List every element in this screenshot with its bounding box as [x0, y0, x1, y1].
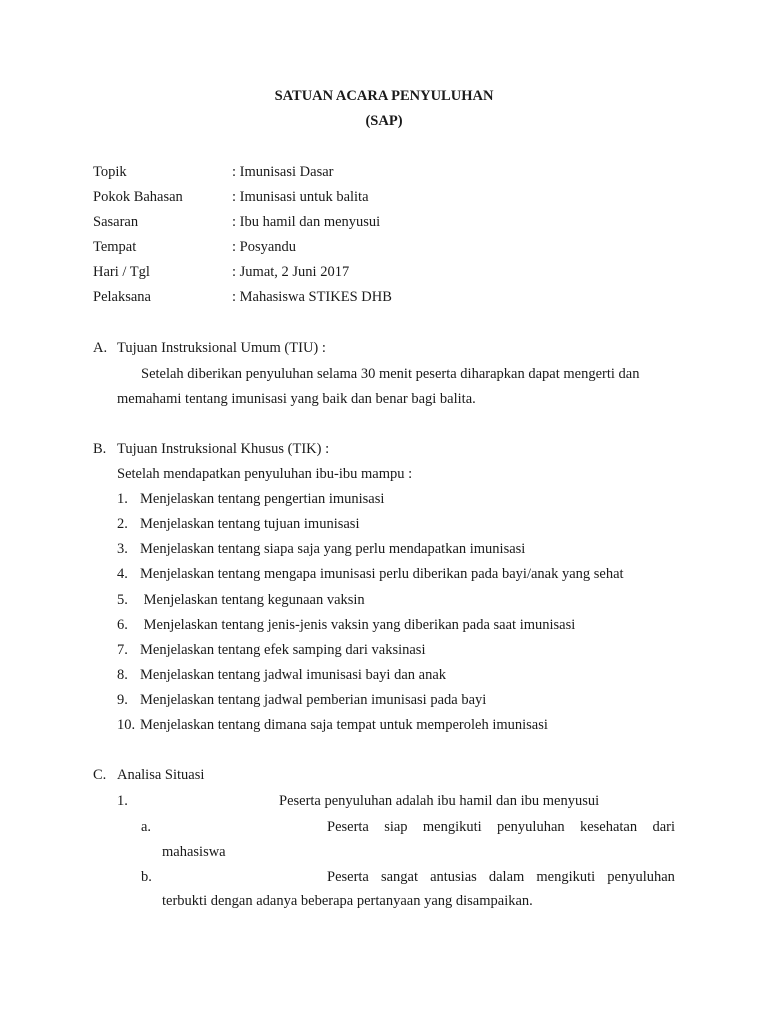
list-item-text: Menjelaskan tentang pengertian imunisasi: [140, 491, 385, 507]
analysis-sub-b-line1: [327, 868, 675, 886]
list-item-number: 9.: [117, 692, 128, 708]
list-item-text: Menjelaskan tentang jadwal imunisasi bayi dan anak: [140, 667, 447, 683]
document-title: SATUAN ACARA PENYULUHAN: [274, 88, 494, 104]
section-b-letter: B.: [93, 441, 107, 457]
meta-value-sasaran: : Ibu hamil dan menyusui: [232, 214, 381, 230]
meta-label-tempat: Tempat: [93, 239, 137, 255]
meta-value-tempat: : Posyandu: [232, 239, 297, 255]
analysis-sub-a-word: dari: [652, 819, 675, 835]
section-a-title: Tujuan Instruksional Umum (TIU) :: [117, 340, 326, 356]
analysis-sub-a-word: mengikuti: [422, 819, 482, 835]
analysis-sub-b-word: sangat: [380, 869, 418, 885]
analysis-sub-a-word: kesehatan: [579, 819, 638, 835]
list-item-number: 10.: [117, 717, 136, 733]
meta-label-hari-tgl: Hari / Tgl: [93, 264, 150, 280]
list-item-text: Menjelaskan tentang mengapa imunisasi perlu diberikan pada bayi/anak yang sehat: [140, 566, 624, 582]
meta-label-pelaksana: Pelaksana: [93, 289, 151, 305]
section-c-letter: C.: [93, 767, 107, 783]
analysis-sub-a-line1: [327, 818, 675, 836]
list-item-text: Menjelaskan tentang dimana saja tempat untuk memperoleh imunisasi: [140, 717, 548, 733]
list-item-text: Menjelaskan tentang kegunaan vaksin: [140, 592, 365, 608]
list-item-text: Menjelaskan tentang efek samping dari vaksinasi: [140, 642, 426, 658]
list-item-text: Menjelaskan tentang jenis-jenis vaksin yang diberikan pada saat imunisasi: [140, 617, 576, 633]
list-item-number: 4.: [117, 566, 128, 582]
analysis-sub-a-letter: a.: [141, 819, 152, 835]
list-item-number: 2.: [117, 516, 128, 532]
document-subtitle: (SAP): [365, 113, 403, 129]
list-item-number: 1.: [117, 491, 128, 507]
list-item-number: 5.: [117, 592, 128, 608]
section-a-paragraph-line2: memahami tentang imunisasi yang baik dan benar bagi balita.: [117, 391, 476, 407]
analysis-sub-b-line2: terbukti dengan adanya beberapa pertanyaan yang disampaikan.: [162, 893, 533, 909]
section-b-title: Tujuan Instruksional Khusus (TIK) :: [117, 441, 330, 457]
section-a-paragraph-line1: Setelah diberikan penyuluhan selama 30 menit peserta diharapkan dapat mengerti dan: [141, 366, 640, 382]
list-item-text: Menjelaskan tentang siapa saja yang perlu mendapatkan imunisasi: [140, 541, 526, 557]
analysis-sub-b-word: Peserta: [327, 869, 369, 885]
meta-value-topik: : Imunisasi Dasar: [232, 164, 334, 180]
analysis-item-text: Peserta penyuluhan adalah ibu hamil dan ibu menyusui: [279, 793, 600, 809]
list-item-number: 3.: [117, 541, 128, 557]
analysis-sub-b-word: dalam: [488, 869, 525, 885]
section-c-title: Analisa Situasi: [117, 767, 205, 783]
meta-label-pokok-bahasan: Pokok Bahasan: [93, 189, 183, 205]
list-item-text: Menjelaskan tentang jadwal pemberian imunisasi pada bayi: [140, 692, 487, 708]
analysis-sub-a-word: siap: [384, 819, 408, 835]
list-item-number: 8.: [117, 667, 128, 683]
meta-label-topik: Topik: [93, 164, 127, 180]
analysis-sub-a-word: penyuluhan: [496, 819, 565, 835]
meta-value-pokok-bahasan: : Imunisasi untuk balita: [232, 189, 369, 205]
analysis-sub-b-word: penyuluhan: [607, 869, 675, 885]
meta-value-pelaksana: : Mahasiswa STIKES DHB: [232, 289, 392, 305]
section-a-letter: A.: [93, 340, 108, 356]
analysis-sub-b-word: antusias: [430, 869, 477, 885]
meta-label-sasaran: Sasaran: [93, 214, 139, 230]
section-b-intro: Setelah mendapatkan penyuluhan ibu-ibu mampu :: [117, 466, 413, 482]
analysis-sub-b-word: mengikuti: [536, 869, 596, 885]
list-item-number: 6.: [117, 617, 128, 633]
analysis-sub-b-letter: b.: [141, 869, 152, 885]
analysis-sub-a-word: Peserta: [327, 819, 369, 835]
list-item-text: Menjelaskan tentang tujuan imunisasi: [140, 516, 360, 532]
list-item-number: 7.: [117, 642, 128, 658]
analysis-sub-a-line2: mahasiswa: [162, 844, 226, 860]
analysis-item-number: 1.: [117, 793, 128, 809]
meta-value-hari-tgl: : Jumat, 2 Juni 2017: [232, 264, 350, 280]
